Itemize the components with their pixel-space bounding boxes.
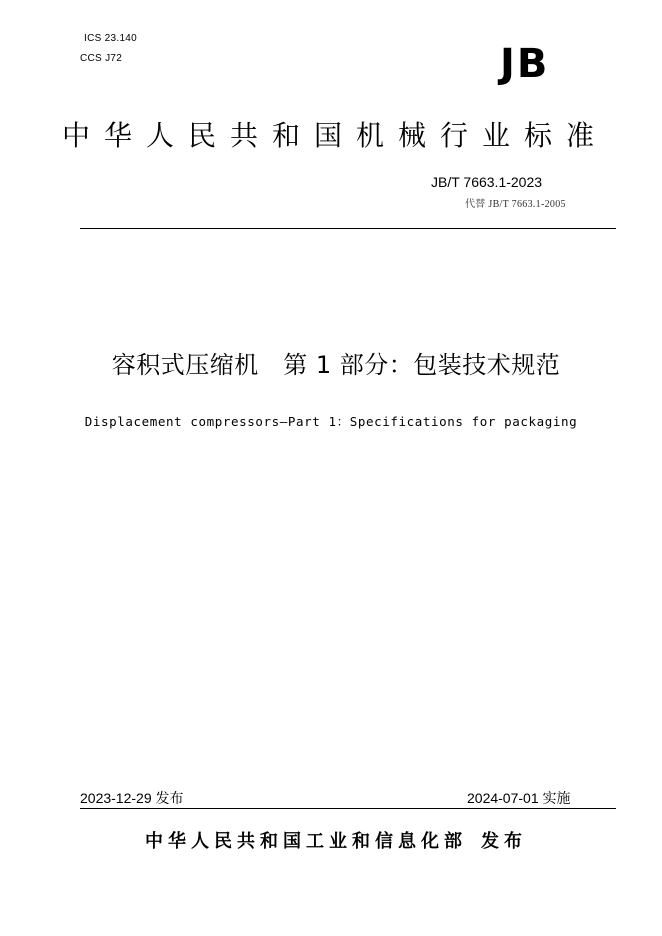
title-chinese: 容积式压缩机 第 1 部分：包装技术规范 <box>111 351 561 379</box>
implementation-date: 2024-07-01 实施 <box>467 790 571 806</box>
ics-code: ICS 23.140 <box>84 33 138 44</box>
replaces-standard: 代替 JB/T 7663.1-2005 <box>465 199 566 210</box>
issuer-line <box>0 833 662 851</box>
top-divider <box>80 228 616 229</box>
issuer-organization: 中华人民共和国工业和信息化部 <box>145 831 467 852</box>
jb-logo: JB <box>500 41 550 87</box>
issue-date: 2023-12-29 发布 <box>80 790 184 806</box>
bottom-divider <box>80 808 616 809</box>
title-english: Displacement compressors—Part 1：Specifications for packaging <box>84 414 578 429</box>
ccs-code: CCS J72 <box>80 53 123 64</box>
standard-number: JB/T 7663.1-2023 <box>431 174 543 190</box>
standard-type-heading: 中华人民共和国机械行业标准 <box>61 119 608 152</box>
issuer-action: 发布 <box>481 831 527 852</box>
